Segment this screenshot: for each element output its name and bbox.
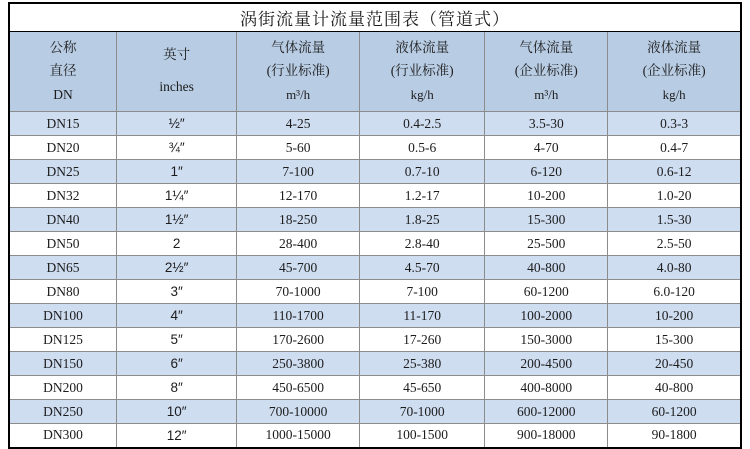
cell-gas-industry: 700-10000: [237, 400, 360, 424]
cell-liquid-industry: 17-260: [360, 328, 485, 352]
header-line: (行业标准): [266, 63, 330, 79]
cell-dn: DN100: [9, 304, 117, 328]
cell-gas-industry: 18-250: [237, 208, 360, 232]
header-line: 直径: [49, 63, 77, 79]
header-unit: kg/h: [410, 86, 434, 102]
table-body: [9, 112, 741, 448]
header-line: 气体流量: [271, 39, 326, 55]
cell-gas-industry: 450-6500: [237, 376, 360, 400]
cell-gas-enterprise: 100-2000: [485, 304, 608, 328]
cell-liquid-enterprise: 20-450: [608, 352, 741, 376]
cell-gas-enterprise: 60-1200: [485, 280, 608, 304]
cell-dn: DN200: [9, 376, 117, 400]
cell-liquid-industry: 2.8-40: [360, 232, 485, 256]
cell-inches: 1¼″: [117, 184, 237, 208]
cell-gas-enterprise: 200-4500: [485, 352, 608, 376]
cell-inches: 5″: [117, 328, 237, 352]
cell-dn: DN40: [9, 208, 117, 232]
cell-liquid-industry: 7-100: [360, 280, 485, 304]
cell-dn: DN80: [9, 280, 117, 304]
cell-liquid-enterprise: 90-1800: [608, 424, 741, 448]
cell-gas-enterprise: 900-18000: [485, 424, 608, 448]
cell-gas-industry: 28-400: [237, 232, 360, 256]
cell-liquid-industry: 0.7-10: [360, 160, 485, 184]
table-row: [9, 208, 741, 232]
table-row: [9, 280, 741, 304]
cell-gas-enterprise: 40-800: [485, 256, 608, 280]
table-row: [9, 256, 741, 280]
cell-dn: DN150: [9, 352, 117, 376]
table-row: [9, 424, 741, 448]
cell-dn: DN65: [9, 256, 117, 280]
cell-liquid-enterprise: 40-800: [608, 376, 741, 400]
cell-liquid-industry: 1.8-25: [360, 208, 485, 232]
cell-gas-enterprise: 15-300: [485, 208, 608, 232]
cell-liquid-industry: 1.2-17: [360, 184, 485, 208]
cell-inches: 6″: [117, 352, 237, 376]
cell-liquid-industry: 25-380: [360, 352, 485, 376]
table-row: [9, 136, 741, 160]
column-header-inches: [117, 32, 237, 112]
cell-inches: 2½″: [117, 256, 237, 280]
cell-liquid-enterprise: 0.3-3: [608, 112, 741, 136]
cell-inches: 10″: [117, 400, 237, 424]
cell-liquid-enterprise: 15-300: [608, 328, 741, 352]
cell-liquid-industry: 11-170: [360, 304, 485, 328]
cell-inches: ¾″: [117, 136, 237, 160]
cell-gas-industry: 250-3800: [237, 352, 360, 376]
cell-liquid-enterprise: 60-1200: [608, 400, 741, 424]
header-unit: m³/h: [286, 86, 311, 102]
cell-liquid-enterprise: 1.5-30: [608, 208, 741, 232]
column-header-liquid-enterprise: [608, 32, 741, 112]
cell-liquid-enterprise: 6.0-120: [608, 280, 741, 304]
table-row: [9, 328, 741, 352]
cell-liquid-enterprise: 0.6-12: [608, 160, 741, 184]
header-line: 气体流量: [519, 39, 574, 55]
header-line: 液体流量: [395, 39, 450, 55]
cell-dn: DN25: [9, 160, 117, 184]
cell-liquid-industry: 4.5-70: [360, 256, 485, 280]
column-header-gas-enterprise: [485, 32, 608, 112]
table-title: 涡街流量计流量范围表（管道式）: [9, 3, 741, 32]
cell-liquid-enterprise: 4.0-80: [608, 256, 741, 280]
header-unit: kg/h: [662, 86, 686, 102]
header-line: 公称: [49, 39, 77, 55]
cell-inches: 1″: [117, 160, 237, 184]
table-row: [9, 376, 741, 400]
cell-gas-industry: 1000-15000: [237, 424, 360, 448]
column-header-row: [9, 32, 741, 112]
cell-gas-industry: 7-100: [237, 160, 360, 184]
cell-liquid-enterprise: 0.4-7: [608, 136, 741, 160]
header-line: 英寸: [163, 46, 191, 62]
flow-range-table: [8, 2, 742, 449]
cell-gas-industry: 70-1000: [237, 280, 360, 304]
table-row: [9, 160, 741, 184]
table-row: [9, 352, 741, 376]
cell-gas-enterprise: 400-8000: [485, 376, 608, 400]
column-header-liquid-industry: [360, 32, 485, 112]
cell-liquid-industry: 0.5-6: [360, 136, 485, 160]
cell-gas-enterprise: 3.5-30: [485, 112, 608, 136]
cell-dn: DN15: [9, 112, 117, 136]
cell-inches: ½″: [117, 112, 237, 136]
cell-liquid-industry: 45-650: [360, 376, 485, 400]
table-row: [9, 184, 741, 208]
cell-gas-enterprise: 25-500: [485, 232, 608, 256]
cell-gas-industry: 12-170: [237, 184, 360, 208]
cell-dn: DN32: [9, 184, 117, 208]
header-line: DN: [53, 86, 73, 102]
cell-liquid-enterprise: 2.5-50: [608, 232, 741, 256]
title-row: [9, 3, 741, 32]
cell-inches: 2: [117, 232, 237, 256]
flow-range-table-container: [8, 2, 742, 443]
cell-gas-industry: 170-2600: [237, 328, 360, 352]
header-line: 液体流量: [647, 39, 702, 55]
cell-gas-enterprise: 4-70: [485, 136, 608, 160]
header-line: (企业标准): [514, 63, 578, 79]
column-header-dn: [9, 32, 117, 112]
cell-dn: DN300: [9, 424, 117, 448]
table-row: [9, 112, 741, 136]
cell-inches: 1½″: [117, 208, 237, 232]
cell-gas-industry: 5-60: [237, 136, 360, 160]
cell-dn: DN20: [9, 136, 117, 160]
cell-gas-industry: 45-700: [237, 256, 360, 280]
cell-liquid-enterprise: 1.0-20: [608, 184, 741, 208]
cell-liquid-industry: 70-1000: [360, 400, 485, 424]
cell-inches: 4″: [117, 304, 237, 328]
cell-gas-enterprise: 150-3000: [485, 328, 608, 352]
cell-inches: 12″: [117, 424, 237, 448]
table-row: [9, 400, 741, 424]
table-row: [9, 232, 741, 256]
cell-liquid-industry: 100-1500: [360, 424, 485, 448]
cell-gas-enterprise: 600-12000: [485, 400, 608, 424]
cell-inches: 3″: [117, 280, 237, 304]
cell-liquid-industry: 0.4-2.5: [360, 112, 485, 136]
cell-gas-enterprise: 6-120: [485, 160, 608, 184]
header-line: (行业标准): [390, 63, 454, 79]
cell-inches: 8″: [117, 376, 237, 400]
header-unit: m³/h: [534, 86, 559, 102]
cell-liquid-enterprise: 10-200: [608, 304, 741, 328]
cell-dn: DN50: [9, 232, 117, 256]
cell-gas-industry: 110-1700: [237, 304, 360, 328]
cell-gas-enterprise: 10-200: [485, 184, 608, 208]
header-line: inches: [159, 79, 194, 95]
cell-dn: DN125: [9, 328, 117, 352]
column-header-gas-industry: [237, 32, 360, 112]
cell-dn: DN250: [9, 400, 117, 424]
table-row: [9, 304, 741, 328]
cell-gas-industry: 4-25: [237, 112, 360, 136]
header-line: (企业标准): [642, 63, 706, 79]
